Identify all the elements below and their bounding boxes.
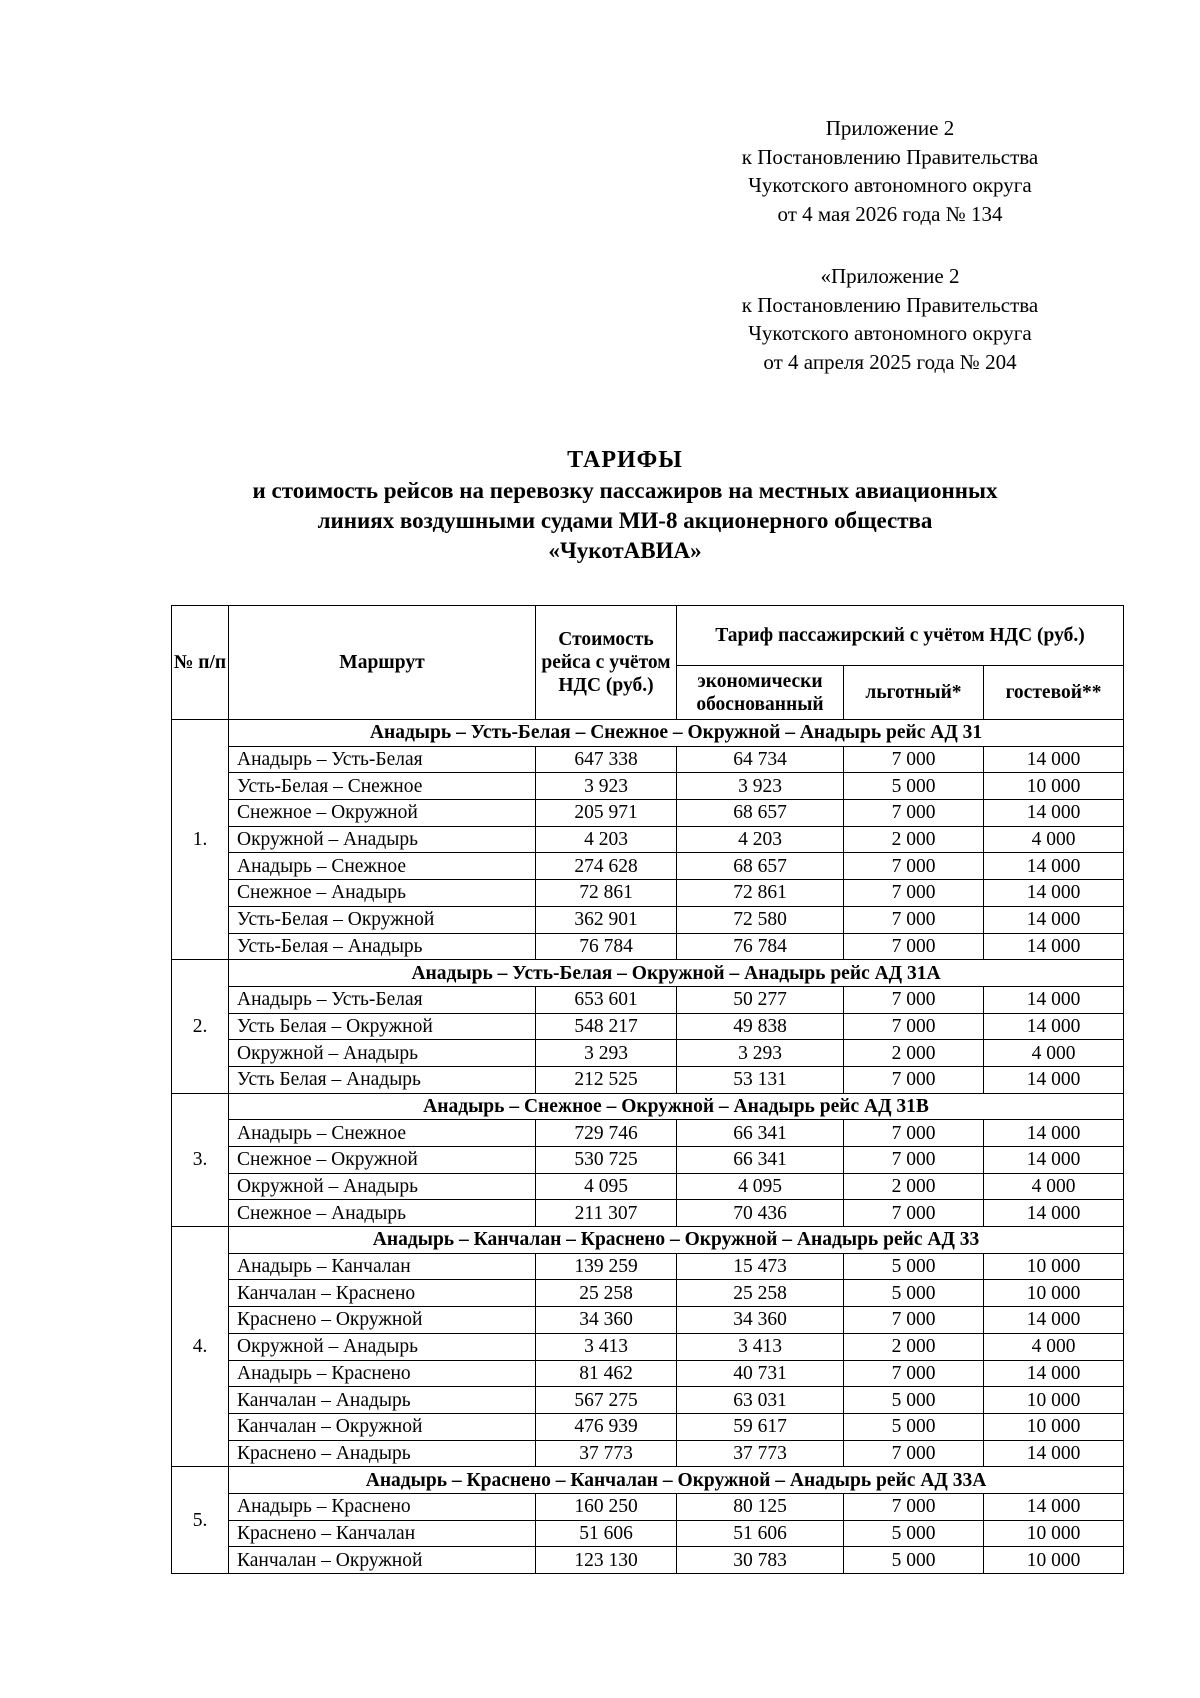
route-cell: Канчалан – Анадырь [229, 1387, 536, 1414]
economic-tariff-cell: 53 131 [677, 1066, 844, 1093]
cost-cell: 205 971 [536, 800, 677, 827]
cost-cell: 274 628 [536, 853, 677, 880]
route-cell: Краснено – Анадырь [229, 1440, 536, 1467]
group-title: Анадырь – Усть-Белая – Снежное – Окружной – Анадырь рейс АД 31 [229, 720, 1124, 747]
group-title-row [172, 1467, 1124, 1494]
preferential-tariff-cell: 2 000 [844, 1173, 984, 1200]
group-number: 1. [172, 720, 229, 960]
guest-tariff-cell: 14 000 [984, 853, 1124, 880]
economic-tariff-cell: 68 657 [677, 800, 844, 827]
appendix-current-line: Приложение 2 [825, 116, 955, 140]
economic-tariff-cell: 51 606 [677, 1520, 844, 1547]
preferential-tariff-cell: 5 000 [844, 1387, 984, 1414]
cost-cell: 653 601 [536, 986, 677, 1013]
preferential-tariff-cell: 5 000 [844, 1520, 984, 1547]
route-cell: Краснено – Окружной [229, 1307, 536, 1334]
title-line: и стоимость рейсов на перевозку пассажиров на местных авиационных [252, 478, 998, 503]
guest-tariff-cell: 4 000 [984, 826, 1124, 853]
guest-tariff-cell: 4 000 [984, 1333, 1124, 1360]
route-cell: Анадырь – Усть-Белая [229, 746, 536, 773]
guest-tariff-cell: 14 000 [984, 1120, 1124, 1147]
cost-cell: 34 360 [536, 1307, 677, 1334]
appendix-previous [690, 262, 1090, 376]
route-cell: Усть-Белая – Анадырь [229, 933, 536, 960]
preferential-tariff-cell: 2 000 [844, 1040, 984, 1067]
economic-tariff-cell: 68 657 [677, 853, 844, 880]
guest-tariff-cell: 10 000 [984, 1520, 1124, 1547]
header-route: Маршрут [229, 606, 536, 720]
guest-tariff-cell: 14 000 [984, 880, 1124, 907]
header-cost: Стоимость рейса с учётом НДС (руб.) [536, 606, 677, 720]
table-row [172, 1253, 1124, 1280]
cost-cell: 37 773 [536, 1440, 677, 1467]
group-title-row [172, 1093, 1124, 1120]
route-cell: Усть Белая – Окружной [229, 1013, 536, 1040]
route-cell: Канчалан – Окружной [229, 1413, 536, 1440]
preferential-tariff-cell: 7 000 [844, 1307, 984, 1334]
header-tariff: Тариф пассажирский с учётом НДС (руб.) [677, 606, 1124, 666]
economic-tariff-cell: 70 436 [677, 1200, 844, 1227]
route-cell: Усть Белая – Анадырь [229, 1066, 536, 1093]
guest-tariff-cell: 14 000 [984, 1440, 1124, 1467]
appendix-current [690, 114, 1090, 228]
cost-cell: 647 338 [536, 746, 677, 773]
route-cell: Анадырь – Канчалан [229, 1253, 536, 1280]
guest-tariff-cell: 14 000 [984, 1360, 1124, 1387]
header-preferential: льготный* [844, 666, 984, 720]
appendix-previous-line: к Постановлению Правительства [741, 292, 1039, 317]
preferential-tariff-cell: 7 000 [844, 853, 984, 880]
guest-tariff-cell: 14 000 [984, 906, 1124, 933]
economic-tariff-cell: 25 258 [677, 1280, 844, 1307]
table-row [172, 800, 1124, 827]
cost-cell: 25 258 [536, 1280, 677, 1307]
table-row [172, 1147, 1124, 1174]
table-row [172, 746, 1124, 773]
title-line: «ЧукотАВИА» [548, 538, 702, 563]
preferential-tariff-cell: 7 000 [844, 746, 984, 773]
table-row [172, 853, 1124, 880]
table-row [172, 1493, 1124, 1520]
table-row [172, 1333, 1124, 1360]
route-cell: Снежное – Анадырь [229, 880, 536, 907]
header-guest: гостевой** [984, 666, 1124, 720]
route-cell: Окружной – Анадырь [229, 1333, 536, 1360]
title-line: линиях воздушными судами МИ-8 акционерного общества [317, 508, 933, 533]
preferential-tariff-cell: 5 000 [844, 773, 984, 800]
economic-tariff-cell: 66 341 [677, 1147, 844, 1174]
preferential-tariff-cell: 7 000 [844, 880, 984, 907]
economic-tariff-cell: 72 861 [677, 880, 844, 907]
group-title-row [172, 720, 1124, 747]
cost-cell: 3 293 [536, 1040, 677, 1067]
economic-tariff-cell: 30 783 [677, 1547, 844, 1574]
preferential-tariff-cell: 5 000 [844, 1253, 984, 1280]
title-main: ТАРИФЫ [567, 447, 683, 473]
route-cell: Анадырь – Снежное [229, 1120, 536, 1147]
group-number: 5. [172, 1467, 229, 1574]
preferential-tariff-cell: 7 000 [844, 1013, 984, 1040]
group-title-row [172, 960, 1124, 987]
appendix-current-line: от 4 мая 2026 года № 134 [777, 201, 1003, 226]
economic-tariff-cell: 3 413 [677, 1333, 844, 1360]
preferential-tariff-cell: 7 000 [844, 1440, 984, 1467]
economic-tariff-cell: 49 838 [677, 1013, 844, 1040]
table-row [172, 1413, 1124, 1440]
table-row [172, 986, 1124, 1013]
cost-cell: 3 413 [536, 1333, 677, 1360]
economic-tariff-cell: 66 341 [677, 1120, 844, 1147]
preferential-tariff-cell: 7 000 [844, 800, 984, 827]
guest-tariff-cell: 14 000 [984, 933, 1124, 960]
cost-cell: 211 307 [536, 1200, 677, 1227]
table-body [172, 720, 1124, 1574]
header-economic: экономически обоснованный [677, 666, 844, 720]
guest-tariff-cell: 14 000 [984, 1200, 1124, 1227]
route-cell: Окружной – Анадырь [229, 1040, 536, 1067]
group-number: 4. [172, 1227, 229, 1467]
group-title: Анадырь – Канчалан – Краснено – Окружной – Анадырь рейс АД 33 [229, 1227, 1124, 1254]
table-row [172, 1120, 1124, 1147]
route-cell: Канчалан – Краснено [229, 1280, 536, 1307]
table-row [172, 1040, 1124, 1067]
cost-cell: 3 923 [536, 773, 677, 800]
guest-tariff-cell: 10 000 [984, 1413, 1124, 1440]
guest-tariff-cell: 10 000 [984, 1547, 1124, 1574]
cost-cell: 72 861 [536, 880, 677, 907]
economic-tariff-cell: 4 095 [677, 1173, 844, 1200]
table-row [172, 1387, 1124, 1414]
economic-tariff-cell: 64 734 [677, 746, 844, 773]
route-cell: Усть-Белая – Снежное [229, 773, 536, 800]
group-number: 3. [172, 1093, 229, 1226]
economic-tariff-cell: 34 360 [677, 1307, 844, 1334]
preferential-tariff-cell: 7 000 [844, 1120, 984, 1147]
cost-cell: 139 259 [536, 1253, 677, 1280]
preferential-tariff-cell: 7 000 [844, 1200, 984, 1227]
table-row [172, 1520, 1124, 1547]
route-cell: Снежное – Окружной [229, 800, 536, 827]
economic-tariff-cell: 80 125 [677, 1493, 844, 1520]
economic-tariff-cell: 3 293 [677, 1040, 844, 1067]
guest-tariff-cell: 14 000 [984, 1147, 1124, 1174]
cost-cell: 476 939 [536, 1413, 677, 1440]
route-cell: Окружной – Анадырь [229, 826, 536, 853]
document-title [150, 445, 1100, 566]
preferential-tariff-cell: 7 000 [844, 933, 984, 960]
guest-tariff-cell: 14 000 [984, 1307, 1124, 1334]
preferential-tariff-cell: 5 000 [844, 1280, 984, 1307]
economic-tariff-cell: 50 277 [677, 986, 844, 1013]
group-title: Анадырь – Снежное – Окружной – Анадырь рейс АД 31В [229, 1093, 1124, 1120]
table-row [172, 1066, 1124, 1093]
guest-tariff-cell: 4 000 [984, 1040, 1124, 1067]
table-row [172, 1360, 1124, 1387]
table-row [172, 1307, 1124, 1334]
appendix-previous-line: Чукотского автономного округа [748, 321, 1032, 345]
guest-tariff-cell: 10 000 [984, 773, 1124, 800]
guest-tariff-cell: 14 000 [984, 1013, 1124, 1040]
cost-cell: 212 525 [536, 1066, 677, 1093]
cost-cell: 567 275 [536, 1387, 677, 1414]
table-row [172, 773, 1124, 800]
group-number: 2. [172, 960, 229, 1093]
route-cell: Снежное – Анадырь [229, 1200, 536, 1227]
economic-tariff-cell: 15 473 [677, 1253, 844, 1280]
cost-cell: 4 095 [536, 1173, 677, 1200]
route-cell: Окружной – Анадырь [229, 1173, 536, 1200]
table-row [172, 1173, 1124, 1200]
preferential-tariff-cell: 7 000 [844, 986, 984, 1013]
guest-tariff-cell: 10 000 [984, 1280, 1124, 1307]
appendix-previous-line: от 4 апреля 2025 года № 204 [763, 349, 1017, 374]
cost-cell: 160 250 [536, 1493, 677, 1520]
guest-tariff-cell: 14 000 [984, 986, 1124, 1013]
guest-tariff-cell: 10 000 [984, 1253, 1124, 1280]
guest-tariff-cell: 14 000 [984, 746, 1124, 773]
cost-cell: 530 725 [536, 1147, 677, 1174]
group-title-row [172, 1227, 1124, 1254]
route-cell: Краснено – Канчалан [229, 1520, 536, 1547]
cost-cell: 729 746 [536, 1120, 677, 1147]
guest-tariff-cell: 14 000 [984, 800, 1124, 827]
guest-tariff-cell: 14 000 [984, 1066, 1124, 1093]
guest-tariff-cell: 10 000 [984, 1387, 1124, 1414]
route-cell: Усть-Белая – Окружной [229, 906, 536, 933]
preferential-tariff-cell: 2 000 [844, 1333, 984, 1360]
economic-tariff-cell: 63 031 [677, 1387, 844, 1414]
cost-cell: 76 784 [536, 933, 677, 960]
preferential-tariff-cell: 2 000 [844, 826, 984, 853]
appendix-current-line: Чукотского автономного округа [748, 173, 1032, 197]
group-title: Анадырь – Усть-Белая – Окружной – Анадырь рейс АД 31А [229, 960, 1124, 987]
cost-cell: 123 130 [536, 1547, 677, 1574]
appendix-previous-line: «Приложение 2 [820, 264, 960, 288]
header-number: № п/п [172, 606, 229, 720]
economic-tariff-cell: 37 773 [677, 1440, 844, 1467]
cost-cell: 548 217 [536, 1013, 677, 1040]
economic-tariff-cell: 3 923 [677, 773, 844, 800]
table-row [172, 1547, 1124, 1574]
table-row [172, 826, 1124, 853]
economic-tariff-cell: 72 580 [677, 906, 844, 933]
route-cell: Анадырь – Снежное [229, 853, 536, 880]
economic-tariff-cell: 76 784 [677, 933, 844, 960]
table-row [172, 933, 1124, 960]
table-row [172, 880, 1124, 907]
preferential-tariff-cell: 7 000 [844, 906, 984, 933]
cost-cell: 51 606 [536, 1520, 677, 1547]
economic-tariff-cell: 40 731 [677, 1360, 844, 1387]
preferential-tariff-cell: 7 000 [844, 1147, 984, 1174]
table-row [172, 906, 1124, 933]
cost-cell: 362 901 [536, 906, 677, 933]
economic-tariff-cell: 59 617 [677, 1413, 844, 1440]
route-cell: Снежное – Окружной [229, 1147, 536, 1174]
cost-cell: 4 203 [536, 826, 677, 853]
preferential-tariff-cell: 7 000 [844, 1493, 984, 1520]
table-row [172, 1280, 1124, 1307]
route-cell: Канчалан – Окружной [229, 1547, 536, 1574]
table-row [172, 1013, 1124, 1040]
economic-tariff-cell: 4 203 [677, 826, 844, 853]
guest-tariff-cell: 4 000 [984, 1173, 1124, 1200]
tariffs-table [171, 605, 1124, 1574]
route-cell: Анадырь – Усть-Белая [229, 986, 536, 1013]
table-row [172, 1440, 1124, 1467]
appendix-current-line: к Постановлению Правительства [741, 144, 1039, 169]
route-cell: Анадырь – Краснено [229, 1360, 536, 1387]
group-title: Анадырь – Краснено – Канчалан – Окружной – Анадырь рейс АД 33А [229, 1467, 1124, 1494]
preferential-tariff-cell: 5 000 [844, 1547, 984, 1574]
cost-cell: 81 462 [536, 1360, 677, 1387]
preferential-tariff-cell: 5 000 [844, 1413, 984, 1440]
preferential-tariff-cell: 7 000 [844, 1360, 984, 1387]
table-row [172, 1200, 1124, 1227]
guest-tariff-cell: 14 000 [984, 1493, 1124, 1520]
route-cell: Анадырь – Краснено [229, 1493, 536, 1520]
preferential-tariff-cell: 7 000 [844, 1066, 984, 1093]
